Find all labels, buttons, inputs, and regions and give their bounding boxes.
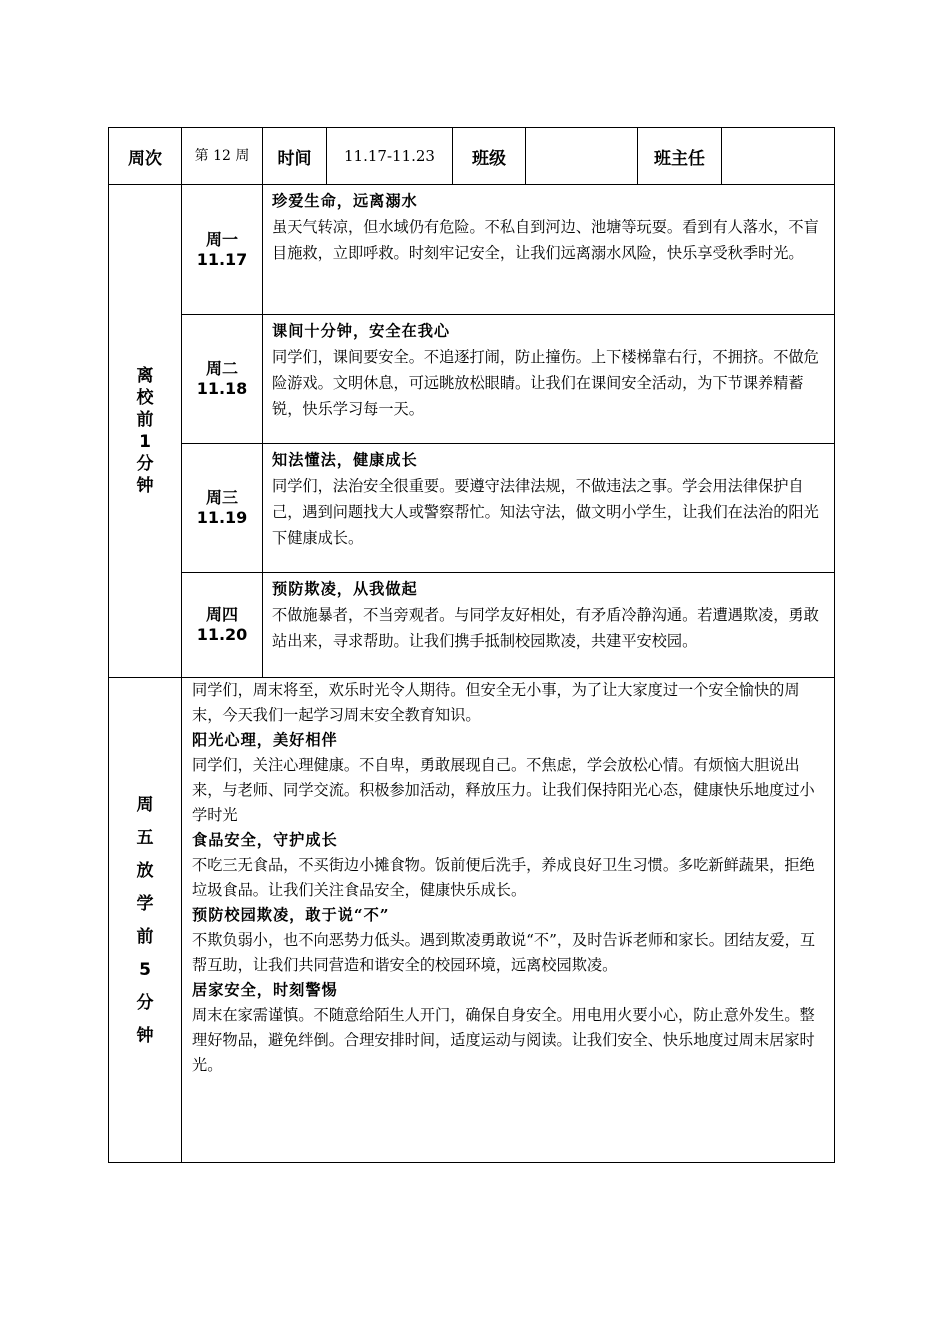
section-text: 不吃三无食品，不买街边小摊食物。饭前便后洗手，养成良好卫生习惯。多吃新鲜蔬果，拒绝垃圾食品。让我们关注食品安全，健康快乐成长。 xyxy=(192,856,815,899)
day-wednesday: 周三 11.19 xyxy=(182,444,263,573)
wednesday-title: 知法懂法，健康成长 xyxy=(272,451,418,469)
time-value: 11.17-11.23 xyxy=(327,128,453,185)
thursday-text: 不做施暴者，不当旁观者。与同学友好相处，有矛盾冷静沟通。若遭遇欺凌，勇敢站出来，寻求帮助。让我们携手抵制校园欺凌，共建平安校园。 xyxy=(272,606,819,650)
wednesday-text: 同学们，法治安全很重要。要遵守法律法规，不做违法之事。学会用法律保护自己，遇到问题找大人或警察帮忙。知法守法，做文明小学生，让我们在法治的阳光下健康成长。 xyxy=(272,477,819,547)
section-text: 不欺负弱小，也不向恶势力低头。遇到欺凌勇敢说“不”，及时告诉老师和家长。团结友爱，互帮互助，让我们共同营造和谐安全的校园环境，远离校园欺凌。 xyxy=(192,931,816,974)
tuesday-title: 课间十分钟，安全在我心 xyxy=(272,322,451,340)
teacher-label: 班主任 xyxy=(638,128,722,185)
section-title: 食品安全，守护成长 xyxy=(192,831,338,849)
section-text: 周末在家需谨慎。不随意给陌生人开门，确保自身安全。用电用火要小心，防止意外发生。整理好物品，避免绊倒。合理安排时间，适度运动与阅读。让我们安全、快乐地度过周末居家时光。 xyxy=(192,1006,815,1074)
friday-content xyxy=(182,678,835,1163)
section-title: 居家安全，时刻警惕 xyxy=(192,981,338,999)
tuesday-content xyxy=(263,315,835,444)
thursday-content xyxy=(263,573,835,678)
section-title: 阳光心理，美好相伴 xyxy=(192,731,338,749)
day-monday: 周一 11.17 xyxy=(182,185,263,315)
week-value: 第 12 周 xyxy=(182,128,263,185)
week-label: 周次 xyxy=(109,128,182,185)
thursday-title: 预防欺凌，从我做起 xyxy=(272,580,418,598)
day-thursday: 周四 11.20 xyxy=(182,573,263,678)
monday-content xyxy=(263,185,835,315)
teacher-value xyxy=(722,128,835,185)
monday-text: 虽天气转凉，但水域仍有危险。不私自到河边、池塘等玩耍。看到有人落水，不盲目施救，立即呼救。时刻牢记安全，让我们远离溺水风险，快乐享受秋季时光。 xyxy=(272,218,819,262)
section-title: 预防校园欺凌，敢于说“不” xyxy=(192,906,390,924)
class-value xyxy=(526,128,638,185)
schedule-table xyxy=(108,127,835,1163)
monday-title: 珍爱生命，远离溺水 xyxy=(272,192,418,210)
friday-label: 周 五 放 学 前 5 分 钟 xyxy=(109,678,182,1163)
before-school-label: 离 校 前 1 分 钟 xyxy=(109,185,182,678)
wednesday-content xyxy=(263,444,835,573)
tuesday-text: 同学们，课间要安全。不追逐打闹，防止撞伤。上下楼梯靠右行，不拥挤。不做危险游戏。文明休息，可远眺放松眼睛。让我们在课间安全活动，为下节课养精蓄锐，快乐学习每一天。 xyxy=(272,348,819,418)
friday-intro: 同学们，周末将至，欢乐时光令人期待。但安全无小事，为了让大家度过一个安全愉快的周末，今天我们一起学习周末安全教育知识。 xyxy=(192,681,800,724)
class-label: 班级 xyxy=(453,128,526,185)
section-text: 同学们，关注心理健康。不自卑，勇敢展现自己。不焦虑，学会放松心情。有烦恼大胆说出来，与老师、同学交流。积极参加活动，释放压力。让我们保持阳光心态，健康快乐地度过小学时光 xyxy=(192,756,815,824)
day-tuesday: 周二 11.18 xyxy=(182,315,263,444)
time-label: 时间 xyxy=(263,128,327,185)
